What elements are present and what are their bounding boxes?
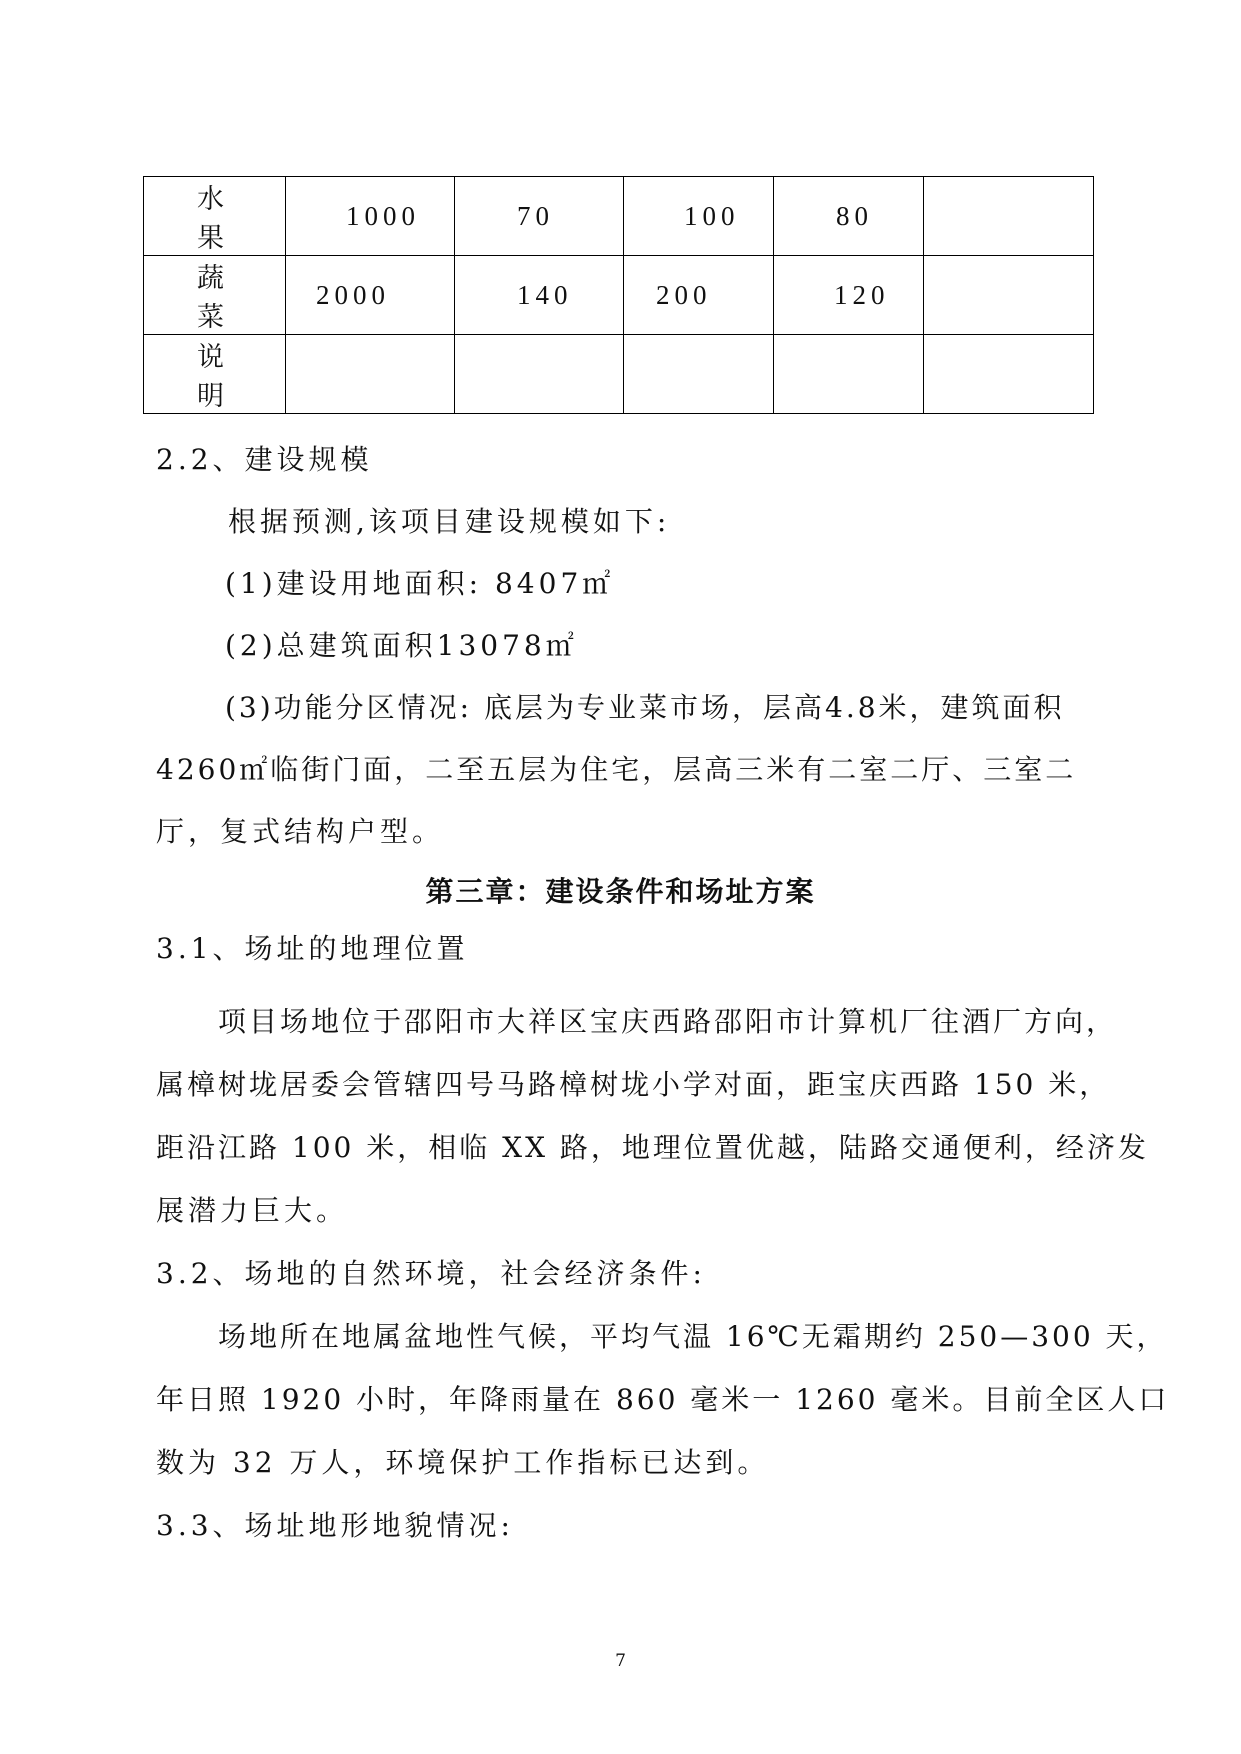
page-number: 7 <box>615 1651 626 1671</box>
paragraph-line: 展潜力巨大。 <box>156 1194 349 1227</box>
table-cell: 2000 <box>286 256 455 335</box>
table-cell <box>774 335 924 414</box>
table-cell: 80 <box>774 177 924 256</box>
list-item: (3)功能分区情况: 底层为专业菜市场，层高4.8米，建筑面积 <box>225 691 1065 724</box>
table-cell <box>624 335 774 414</box>
crop-table <box>143 176 1094 414</box>
table-row <box>144 256 1094 335</box>
list-item: (2)总建筑面积13078㎡ <box>225 629 578 662</box>
table-row <box>144 177 1094 256</box>
paragraph-line: 属樟树垅居委会管辖四号马路樟树垅小学对面，距宝庆西路 150 米， <box>156 1068 1111 1101</box>
section-heading-2-2: 2.2、建设规模 <box>156 443 373 476</box>
section-heading-3-3: 3.3、场址地形地貌情况: <box>156 1509 514 1542</box>
table-cell <box>286 335 455 414</box>
row-label: 水果 <box>144 177 286 256</box>
paragraph-line: 项目场地位于邵阳市大祥区宝庆西路邵阳市计算机厂往酒厂方向， <box>218 1005 1118 1038</box>
paragraph-line: 厅，复式结构户型。 <box>156 815 445 848</box>
paragraph-line: 数为 32 万人，环境保护工作指标已达到。 <box>156 1446 770 1479</box>
row-label: 说明 <box>144 335 286 414</box>
paragraph: 根据预测,该项目建设规模如下: <box>228 505 671 538</box>
paragraph-line: 年日照 1920 小时，年降雨量在 860 毫米一 1260 毫米。目前全区人口 <box>156 1383 1170 1416</box>
chapter-title: 第三章：建设条件和场址方案 <box>425 875 816 908</box>
paragraph-line: 距沿江路 100 米，相临 XX 路，地理位置优越，陆路交通便利，经济发 <box>156 1131 1149 1164</box>
table-cell: 100 <box>624 177 774 256</box>
section-heading-3-2: 3.2、场地的自然环境，社会经济条件: <box>156 1257 706 1290</box>
table-cell: 120 <box>774 256 924 335</box>
paragraph-line: 4260㎡临街门面，二至五层为住宅，层高三米有二室二厅、三室二 <box>156 753 1077 786</box>
table-cell: 70 <box>455 177 624 256</box>
table-cell <box>924 256 1094 335</box>
list-item: (1)建设用地面积: 8407㎡ <box>225 567 615 600</box>
table-row <box>144 335 1094 414</box>
table-cell: 140 <box>455 256 624 335</box>
paragraph-line: 场地所在地属盆地性气候，平均气温 16℃无霜期约 250—300 天， <box>218 1320 1168 1353</box>
table-cell <box>455 335 624 414</box>
section-heading-3-1: 3.1、场址的地理位置 <box>156 932 469 965</box>
table-cell <box>924 177 1094 256</box>
table-cell: 1000 <box>286 177 455 256</box>
table-cell: 200 <box>624 256 774 335</box>
table-cell <box>924 335 1094 414</box>
row-label: 蔬菜 <box>144 256 286 335</box>
